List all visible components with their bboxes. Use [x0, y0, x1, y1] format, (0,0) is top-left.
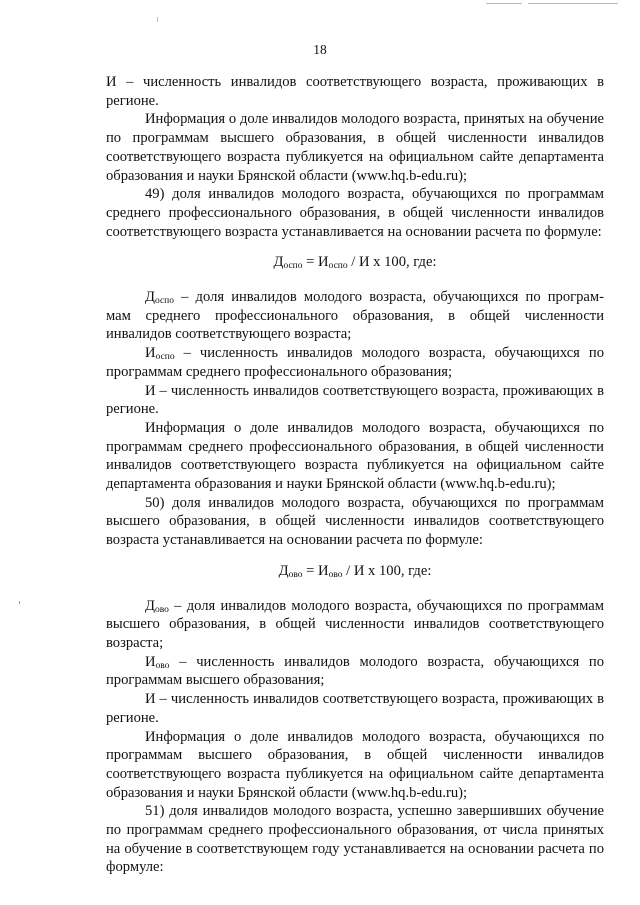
paragraph: 50) доля инвалидов молодого возраста, обучающихся по программам высшего образования, в общей численности инвалидов соответствующего возраста устанавливается на основании расчета по формуле:: [106, 494, 604, 549]
definition-text: – доля инвалидов молодого возраста, обучающихся по програм- мам среднего профессионального образования, в общей численности инвалидов соответствующего возраста;: [106, 289, 604, 343]
paragraph: Информация о доле инвалидов молодого возраста, обучающихся по программам среднего профессионального образования, в общей численности инвалидов соответствующего возраста публикуется на официальном сайте департамента образования и науки Брянской области (www.hq.b-edu.ru);: [106, 419, 604, 493]
definition-symbol: И: [145, 653, 156, 670]
formula-rhs-subscript: оспо: [328, 261, 348, 272]
definition-symbol: И: [145, 345, 156, 362]
formula-lhs-subscript: ово: [288, 569, 303, 580]
formula-rhs: И: [318, 562, 329, 579]
formula-rhs: И: [318, 254, 329, 271]
definition: [106, 344, 604, 381]
formula: [106, 562, 604, 581]
formula-equals: =: [302, 562, 319, 579]
formula-lhs: Д: [278, 562, 289, 579]
paragraph: 49) доля инвалидов молодого возраста, обучающихся по программам среднего профессионального образования, в общей численности инвалидов соответствующего возраста устанавливается на основании расчета по формуле:: [106, 186, 604, 240]
page-number: 18: [313, 42, 327, 57]
formula-lhs-subscript: оспо: [283, 261, 303, 272]
formula-equals: =: [302, 254, 319, 271]
paragraph: И – численность инвалидов соответствующего возраста, проживающих в регионе.: [106, 74, 604, 109]
scan-edge-line: [528, 3, 618, 4]
definition-text: – доля инвалидов молодого возраста, обучающихся по программам высшего образования, в общей численности инвалидов соответствующего возраста;: [106, 597, 604, 651]
formula: [106, 253, 604, 272]
document-body: [106, 73, 604, 877]
definition-symbol: Д: [145, 597, 155, 614]
paragraph: Информация о доле инвалидов молодого возраста, обучающихся по программам высшего образования, в общей численности инвалидов соответствующего возраста публикуется на официальном сайте департамента образования и науки Брянской области (www.hq.b-edu.ru);: [106, 728, 604, 801]
paragraph: И – численность инвалидов соответствующего возраста, проживающих в регионе.: [106, 691, 604, 726]
definition-subscript: оспо: [154, 296, 175, 307]
definition: [106, 597, 604, 653]
definition: [106, 653, 604, 690]
formula-rhs-subscript: ово: [328, 569, 343, 580]
formula-tail: / И x 100, где:: [342, 562, 432, 579]
definition-subscript: ово: [154, 604, 169, 615]
paragraph: И – численность инвалидов соответствующего возраста, проживающих в регионе.: [106, 382, 604, 418]
margin-mark: [19, 601, 20, 604]
definition-subscript: оспо: [155, 352, 175, 363]
definition-text: – численность инвалидов молодого возраста, обучающихся по программам среднего профессионального образования;: [106, 345, 604, 380]
definition-subscript: ово: [155, 660, 170, 671]
formula-lhs: Д: [273, 254, 284, 271]
definition: [106, 288, 604, 344]
paragraph: Информация о доле инвалидов молодого возраста, принятых на обучение по программам высшего образования, в общей численности инвалидов соответствующего возраста публикуется на официальном сайте департамента образования и науки Брянской области (www.hq.b-edu.ru);: [106, 111, 604, 184]
scan-edge-line: [486, 3, 522, 4]
paragraph: 51) доля инвалидов молодого возраста, успешно завершивших обучение по программам среднего профессионального образования, от числа принятых на обучение в соответствующем году устанавливается на основании расчета по формуле:: [106, 803, 604, 876]
scan-tick-mark: [157, 17, 158, 22]
definition-symbol: Д: [145, 289, 155, 306]
formula-tail: / И x 100, где:: [347, 254, 437, 271]
definition-text: – численность инвалидов молодого возраста, обучающихся по программам высшего образования;: [106, 653, 604, 689]
